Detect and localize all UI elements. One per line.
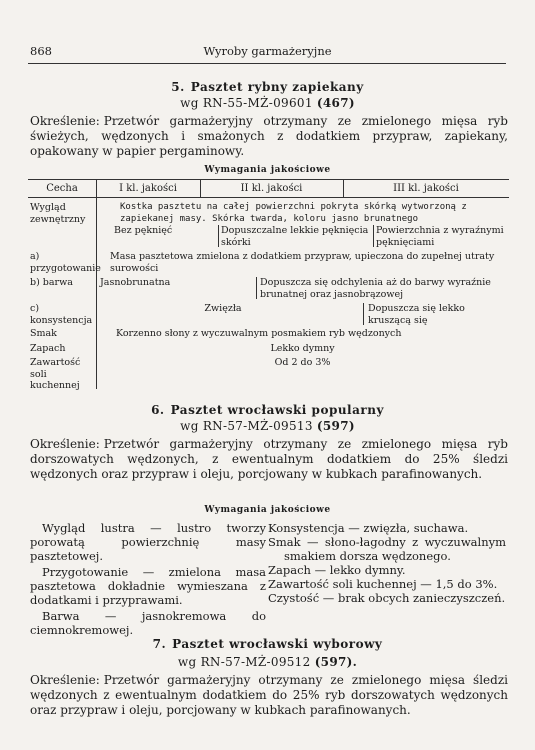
requirement-item: Przygotowanie — zmielona masa pasztetowa dokładnie wymieszana z dodatkami i przyprawami. [30, 565, 266, 607]
table-header-rule [28, 197, 509, 198]
table-header-k2: II kl. jakości [240, 183, 303, 194]
requirement-item: Smak — słono-łagodny z wyczuwalnym smakiem dorsza wędzonego. [268, 535, 506, 563]
page-number: 868 [30, 44, 52, 58]
section-6-requirements-right [268, 521, 506, 605]
quality-table [28, 179, 509, 389]
cell-konsystencja-k3: Dopuszcza się lekko kruszącą się [368, 303, 465, 326]
row-label-przygotowanie: a) przygotowanie [30, 251, 101, 274]
section-6-standard: wg RN-57-MŻ-09513 (597) [180, 419, 355, 433]
cell-barwa-k1: Jasnobrunatna [100, 277, 171, 288]
row-label-sol: Zawartość soli kuchennej [30, 357, 81, 391]
cell-smak-all: Korzenno słony z wyczuwalnym posmakiem ryb wędzonych [116, 328, 402, 339]
row-label-zapach: Zapach [30, 343, 66, 354]
table-inner-divider [363, 303, 364, 325]
table-inner-divider [256, 277, 257, 299]
running-title: Wyroby garmażeryjne [203, 44, 332, 58]
section-7-definition: Określenie: Przetwór garmażeryjny otrzymany ze zmielonego mięsa śledzi wędzonych z ewentualnym dodatkiem do 25% ryb dorszowatych wędzonych oraz przypraw i oleju, porcjowany w kubkach parafinowanych. [30, 673, 508, 717]
cell-przygotowanie-all: Masa pasztetowa zmielona z dodatkiem przypraw, upieczona do zupełnej utraty surowości [110, 251, 495, 274]
row-label-wyglad: Wygląd zewnętrzny [30, 202, 86, 225]
table-header-cecha: Cecha [46, 183, 78, 194]
table-header-k3: III kl. jakości [393, 183, 459, 194]
table-header-k1: I kl. jakości [119, 183, 177, 194]
section-7-title: 7. Pasztet wrocławski wyborowy [152, 637, 383, 651]
section-6-requirements-left [30, 521, 266, 637]
cell-barwa-k23: Dopuszcza się odchylenia aż do barwy wyraźnie brunatnej oraz jasnobrązowej [260, 277, 491, 300]
section-5-title: 5. Pasztet rybny zapiekany [171, 80, 364, 94]
requirement-item: Konsystencja — zwięzła, suchawa. [268, 521, 469, 535]
section-6-requirements-title: Wymagania jakościowe [204, 505, 331, 515]
cell-wyglad-all: Kostka pasztetu na całej powierzchni pokryta skórką wytworzoną z zapiekanej masy. Skórka twarda, koloru jasno brunatnego [120, 202, 467, 224]
table-top-rule [28, 179, 509, 180]
requirement-item: Wygląd lustra — lustro tworzy porowatą powierzchnię masy pasztetowej. [30, 521, 266, 563]
cell-konsystencja-k12: Zwięzła [204, 303, 242, 314]
header-rule [28, 63, 506, 64]
row-label-smak: Smak [30, 328, 57, 339]
cell-zapach-all: Lekko dymny [270, 343, 335, 354]
section-6-definition: Określenie: Przetwór garmażeryjny otrzymany ze zmielonego mięsa ryb dorszowatych wędzonych, z ewentualnym dodatkiem do 25% śledzi wędzonych oraz przypraw i oleju, porcjowany w kubkach parafinowanych. [30, 437, 508, 481]
section-7-standard: wg RN-57-MŻ-09512 (597). [177, 655, 358, 669]
cell-wyglad-k1: Bez pęknięć [114, 225, 173, 236]
section-5-standard: wg RN-55-MŻ-09601 (467) [180, 96, 355, 110]
requirement-item: Czystość — brak obcych zanieczyszczeń. [268, 591, 506, 605]
section-5-requirements-title: Wymagania jakościowe [204, 165, 331, 175]
requirement-item: Barwa — jasnokremowa do ciemnokremowej. [30, 609, 266, 637]
cell-wyglad-k3: Powierzchnia z wyraźnymi pęknięciami [376, 225, 504, 248]
table-inner-divider [373, 225, 374, 247]
section-5-definition: Określenie: Przetwór garmażeryjny otrzymany ze zmielonego mięsa ryb świeżych, wędzonych i smażonych z dodatkiem przypraw, zapiekany, opakowany w papier pergaminowy. [30, 114, 508, 158]
requirement-item: Zawartość soli kuchennej — 1,5 do 3%. [268, 577, 498, 591]
table-inner-divider [218, 225, 219, 247]
row-label-konsystencja: c) konsystencja [30, 303, 93, 326]
cell-sol-all: Od 2 do 3% [274, 357, 331, 368]
section-6-title: 6. Pasztet wrocławski popularny [151, 403, 384, 417]
page-header [30, 44, 505, 60]
cell-wyglad-k2: Dopuszczalne lekkie pęknięcia skórki [221, 225, 369, 248]
row-label-barwa: b) barwa [30, 277, 73, 288]
requirement-item: Zapach — lekko dymny. [268, 563, 406, 577]
